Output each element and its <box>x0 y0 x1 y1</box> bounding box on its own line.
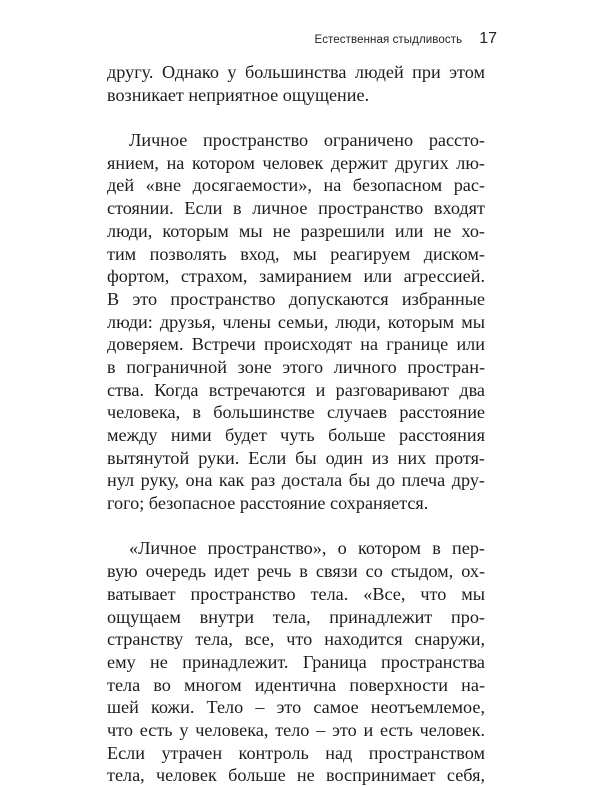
text-line: ему не принадлежит. Граница пространства <box>107 651 485 672</box>
text-line: шей кожи. Тело – это самое неотъемлемое, <box>107 697 485 718</box>
text-line: ватывает пространство тела. «Все, что мы <box>107 583 485 604</box>
running-title: Естественная стыдливость <box>314 34 463 46</box>
text-line: нул руку, она как раз достала бы до плеча дру- <box>107 470 485 491</box>
paragraph <box>107 61 485 106</box>
text-line: люди: друзья, члены семьи, люди, которым мы <box>107 311 485 332</box>
text-line: доверяем. Встречи происходят на границе или <box>107 334 485 355</box>
text-line: люди, которым мы не разрешили или не хо- <box>107 220 485 241</box>
text-line: странству тела, все, что находится снаружи, <box>107 629 485 650</box>
text-line: вую очередь идет речь в связи со стыдом, ох- <box>107 561 485 582</box>
text-line: дей «вне досягаемости», на безопасном рас- <box>107 175 485 196</box>
body-text <box>107 61 485 787</box>
text-line: что есть у человека, тело – это и есть человек. <box>107 719 485 740</box>
text-line: возникает неприятное ощущение. <box>107 84 370 105</box>
text-line: человека, в большинстве случаев расстояние <box>107 402 485 423</box>
page-number: 17 <box>479 30 497 47</box>
running-head <box>315 30 497 48</box>
text-line: Если утрачен контроль над пространством <box>107 742 485 763</box>
text-line: ства. Когда встречаются и разговаривают два <box>107 379 485 400</box>
text-line: другу. Однако у большинства людей при этом <box>107 62 485 82</box>
text-line: вытянутой руки. Если бы один из них протя- <box>107 447 485 468</box>
text-line: гого; безопасное расстояние сохраняется. <box>107 493 429 514</box>
text-line: фортом, страхом, замиранием или агрессией. <box>107 266 485 287</box>
text-line: Личное пространство ограничено рассто- <box>129 130 485 151</box>
text-line: между ними будет чуть больше расстояния <box>107 425 485 445</box>
text-line: тим позволять вход, мы реагируем диском- <box>107 243 485 264</box>
text-line: янием, на котором человек держит других лю- <box>107 152 485 173</box>
paragraph-gap <box>107 106 485 129</box>
text-line: В это пространство допускаются избранные <box>107 288 485 309</box>
text-line: тела во многом идентична поверхности на- <box>107 674 485 695</box>
text-line: в пограничной зоне этого личного простран- <box>107 356 485 377</box>
text-line: стоянии. Если в личное пространство входят <box>107 198 485 219</box>
text-line: «Личное пространство», о котором в пер- <box>129 538 485 559</box>
paragraph-gap <box>107 515 485 538</box>
text-line: ощущаем внутри тела, принадлежит про- <box>107 606 485 627</box>
paragraph <box>107 129 485 515</box>
text-line: тела, человек больше не воспринимает себя, <box>107 765 485 786</box>
